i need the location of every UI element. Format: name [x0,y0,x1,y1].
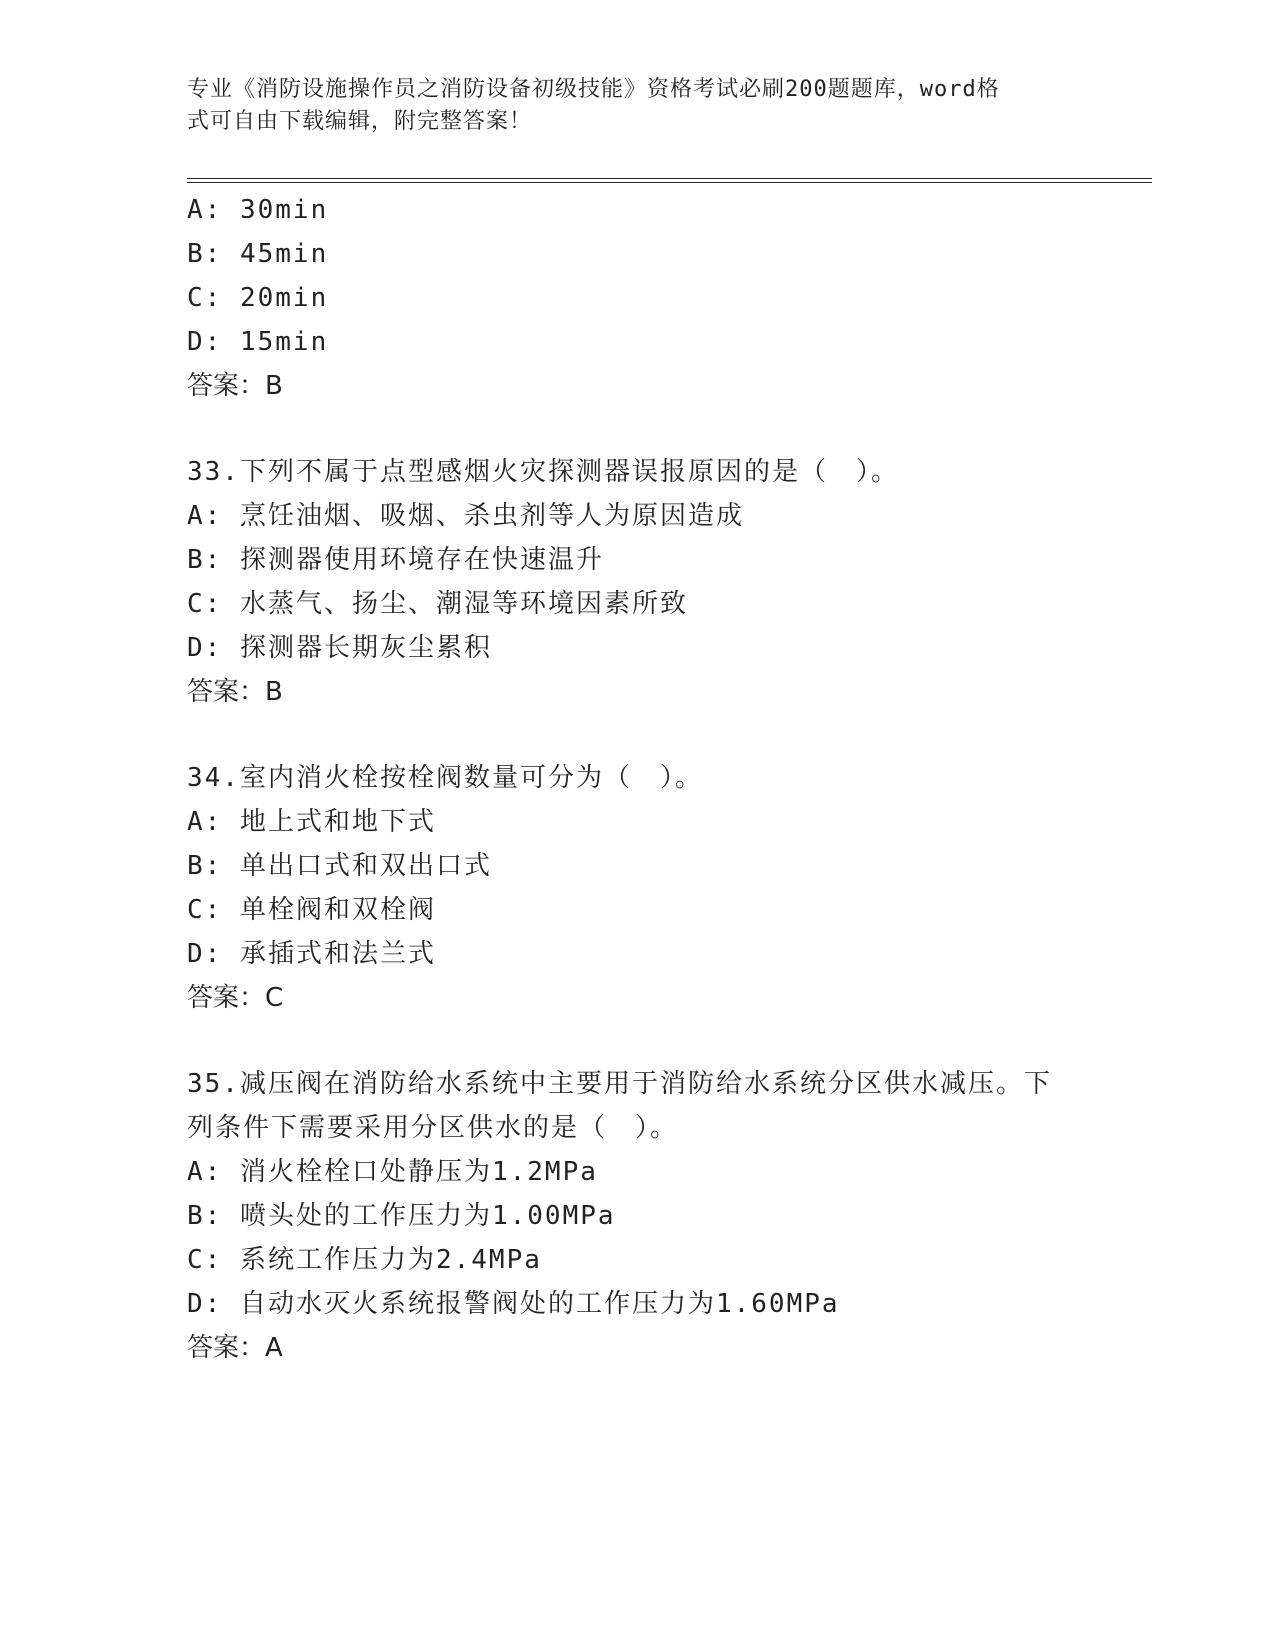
q34-option-c: C: 单栓阀和双栓阀 [187,895,436,925]
q32-option-c: C: 20min [187,283,329,313]
q32-answer: 答案：B [187,371,283,401]
document-header [187,74,1087,138]
q35-option-c: C: 系统工作压力为2.4MPa [187,1245,542,1275]
q35-option-a: A: 消火栓栓口处静压为1.2MPa [187,1157,598,1187]
q33-question: 33.下列不属于点型感烟火灾探测器误报原因的是（ ）。 [187,457,899,487]
q34-question: 34.室内消火栓按栓阀数量可分为（ ）。 [187,763,703,793]
q35-question-line-1: 35.减压阀在消防给水系统中主要用于消防给水系统分区供水减压。下 [187,1069,1052,1099]
q34-option-b: B: 单出口式和双出口式 [187,851,492,881]
q33-answer: 答案：B [187,677,283,707]
q32-option-d: D: 15min [187,327,329,357]
q33-option-c: C: 水蒸气、扬尘、潮湿等环境因素所致 [187,589,688,619]
header-divider-top [187,178,1152,179]
q32-option-a: A: 30min [187,195,329,225]
header-line-1: 专业《消防设施操作员之消防设备初级技能》资格考试必刷200题题库，word格 [187,77,1000,102]
q34-option-d: D: 承插式和法兰式 [187,939,436,969]
q35-option-d: D: 自动水灭火系统报警阀处的工作压力为1.60MPa [187,1289,840,1319]
q35-option-b: B: 喷头处的工作压力为1.00MPa [187,1201,616,1231]
q33-option-d: D: 探测器长期灰尘累积 [187,633,492,663]
header-divider-bottom [187,182,1152,183]
q32-option-b: B: 45min [187,239,329,269]
header-line-2: 式可自由下载编辑，附完整答案！ [187,109,533,134]
q33-option-b: B: 探测器使用环境存在快速温升 [187,545,604,575]
q34-answer: 答案：C [187,983,284,1013]
q33-option-a: A: 烹饪油烟、吸烟、杀虫剂等人为原因造成 [187,501,744,531]
q35-question-line-2: 列条件下需要采用分区供水的是（ ）。 [187,1113,679,1143]
q35-answer: 答案：A [187,1333,283,1363]
q34-option-a: A: 地上式和地下式 [187,807,436,837]
